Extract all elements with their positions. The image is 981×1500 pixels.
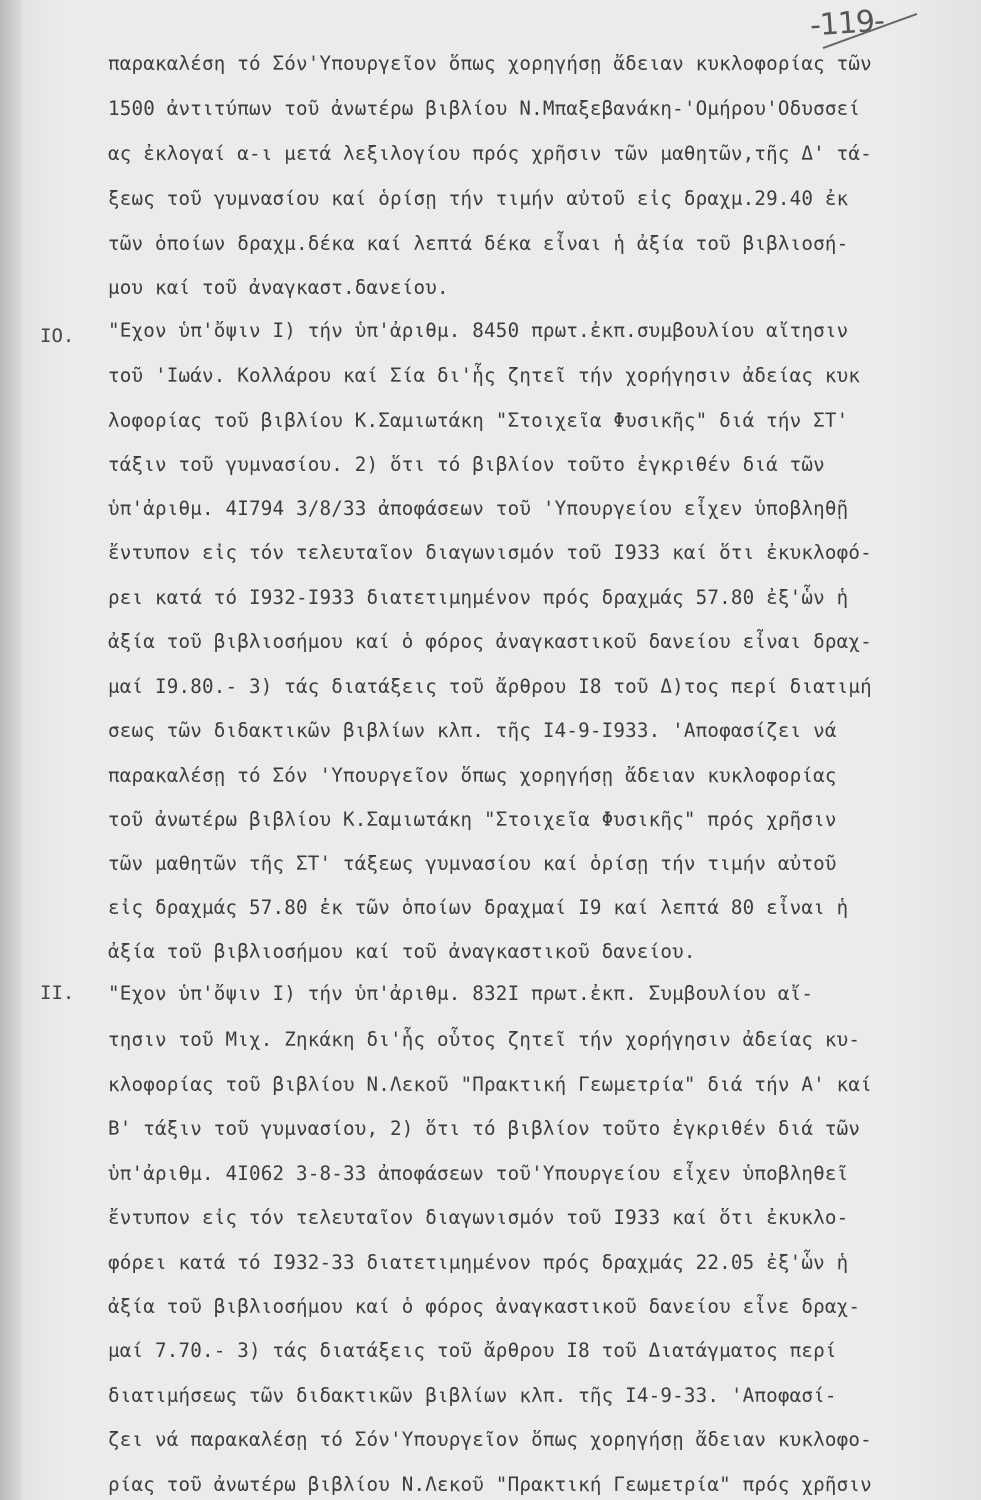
text-line: μαί I9.80.- 3) τάς διατάξεις τοῦ ἄρθρου I8 τοῦ Δ)τος περί διατιμή <box>108 675 872 698</box>
section-number-10: IO. <box>40 325 75 347</box>
text-line: ζει νά παρακαλέσῃ τό Σόν'Υπουργεῖον ὅπως χορηγήσῃ ἄδειαν κυκλοφο- <box>108 1428 872 1451</box>
text-line: ἀξία τοῦ βιβλιοσήμου καί τοῦ ἀναγκαστικοῦ δανείου. <box>108 940 696 963</box>
text-line: Β' τάξιν τοῦ γυμνασίου, 2) ὅτι τό βιβλίον τοῦτο ἐγκριθέν διά τῶν <box>108 1117 861 1140</box>
text-line: "Εχον ὑπ'ὄψιν I) τήν ὑπ'ἀριθμ. 832I πρωτ.ἐκπ. Συμβουλίου αἴ- <box>108 982 814 1005</box>
text-line: κλοφορίας τοῦ βιβλίου Ν.Λεκοῦ "Πρακτική Γεωμετρία" διά τήν Α' καί <box>108 1073 872 1096</box>
text-line: τάξιν τοῦ γυμνασίου. 2) ὅτι τό βιβλίον τοῦτο ἐγκριθέν διά τῶν <box>108 453 825 476</box>
text-line: τοῦ 'Ιωάν. Κολλάρου καί Σία δι'ἧς ζητεῖ τήν χορήγησιν ἀδείας κυκ <box>108 364 861 387</box>
text-line: ἔντυπον εἰς τόν τελευταῖον διαγωνισμόν τοῦ I933 καί ὅτι ἐκυκλο- <box>108 1206 849 1229</box>
text-line: ὑπ'ἀριθμ. 4I062 3-8-33 ἀποφάσεων τοῦ'Υπουργείου εἶχεν ὑποβληθεῖ <box>108 1162 849 1185</box>
text-line: φόρει κατά τό I932-33 διατετιμημένον πρός δραχμάς 22.05 ἐξ'ὧν ἡ <box>108 1251 849 1274</box>
text-line: τῶν ὁποίων δραχμ.δέκα καί λεπτά δέκα εἶναι ἡ ἀξία τοῦ βιβλιοσή- <box>108 232 849 255</box>
binding-edge <box>0 0 22 1500</box>
page-number: -119- <box>808 3 886 44</box>
text-line: 1500 ἀντιτύπων τοῦ ἀνωτέρω βιβλίου Ν.Μπαξεβανάκη-'Ομήρου'Οδυσσεί <box>108 97 861 120</box>
text-line: μαί 7.70.- 3) τάς διατάξεις τοῦ ἄρθρου I8 τοῦ Διατάγματος περί <box>108 1339 837 1362</box>
text-line: εἰς δραχμάς 57.80 ἐκ τῶν ὁποίων δραχμαί I9 καί λεπτά 80 εἶναι ἡ <box>108 896 849 919</box>
text-line: ρει κατά τό I932-I933 διατετιμημένον πρός δραχμάς 57.80 ἐξ'ὧν ἡ <box>108 586 849 609</box>
text-line: τῶν μαθητῶν τῆς ΣΤ' τάξεως γυμνασίου καί ὁρίσῃ τήν τιμήν αὐτοῦ <box>108 852 837 875</box>
text-line: ἀξία τοῦ βιβλιοσήμου καί ὁ φόρος ἀναγκαστικοῦ δανείου εἶναι δραχ- <box>108 630 872 653</box>
text-line: "Εχον ὑπ'ὄψιν I) τήν ὑπ'ἀριθμ. 8450 πρωτ.ἐκπ.συμβουλίου αἴτησιν <box>108 319 849 342</box>
text-line: ξεως τοῦ γυμνασίου καί ὁρίσῃ τήν τιμήν αὐτοῦ εἰς δραχμ.29.40 ἐκ <box>108 187 849 210</box>
text-line: ὑπ'ἀριθμ. 4I794 3/8/33 ἀποφάσεων τοῦ 'Υπουργείου εἶχεν ὑποβληθῇ <box>108 497 849 520</box>
text-line: τησιν τοῦ Μιχ. Ζηκάκη δι'ἧς οὗτος ζητεῖ τήν χορήγησιν ἀδείας κυ- <box>108 1028 861 1051</box>
text-line: σεως τῶν διδακτικῶν βιβλίων κλπ. τῆς I4-9-I933. 'Αποφασίζει νά <box>108 719 837 742</box>
section-number-11: II. <box>40 982 75 1004</box>
text-line: τοῦ ἀνωτέρω βιβλίου Κ.Σαμιωτάκη "Στοιχεῖα Φυσικῆς" πρός χρῆσιν <box>108 808 837 831</box>
text-line: ἔντυπον εἰς τόν τελευταῖον διαγωνισμόν τοῦ I933 καί ὅτι ἐκυκλοφό- <box>108 541 872 564</box>
text-line: παρακαλέσῃ τό Σόν 'Υπουργεῖον ὅπως χορηγήσῃ ἄδειαν κυκλοφορίας <box>108 764 837 787</box>
text-line: παρακαλέση τό Σόν'Υπουργεῖον ὅπως χορηγήσῃ ἄδειαν κυκλοφορίας τῶν <box>108 52 872 75</box>
text-line: μου καί τοῦ ἀναγκαστ.δανείου. <box>108 276 449 299</box>
text-line: ρίας τοῦ ἀνωτέρω βιβλίου Ν.Λεκοῦ "Πρακτική Γεωμετρία" πρός χρῆσιν <box>108 1473 872 1496</box>
text-line: ας ἐκλογαί α-ι μετά λεξιλογίου πρός χρῆσιν τῶν μαθητῶν,τῆς Δ' τά- <box>108 142 872 165</box>
text-line: διατιμήσεως τῶν διδακτικῶν βιβλίων κλπ. τῆς I4-9-33. 'Αποφασί- <box>108 1384 837 1407</box>
text-line: ἀξία τοῦ βιβλιοσήμου καί ὁ φόρος ἀναγκαστικοῦ δανείου εἶνε δραχ- <box>108 1295 861 1318</box>
text-line: λοφορίας τοῦ βιβλίου Κ.Σαμιωτάκη "Στοιχεῖα Φυσικῆς" διά τήν ΣΤ' <box>108 409 849 432</box>
